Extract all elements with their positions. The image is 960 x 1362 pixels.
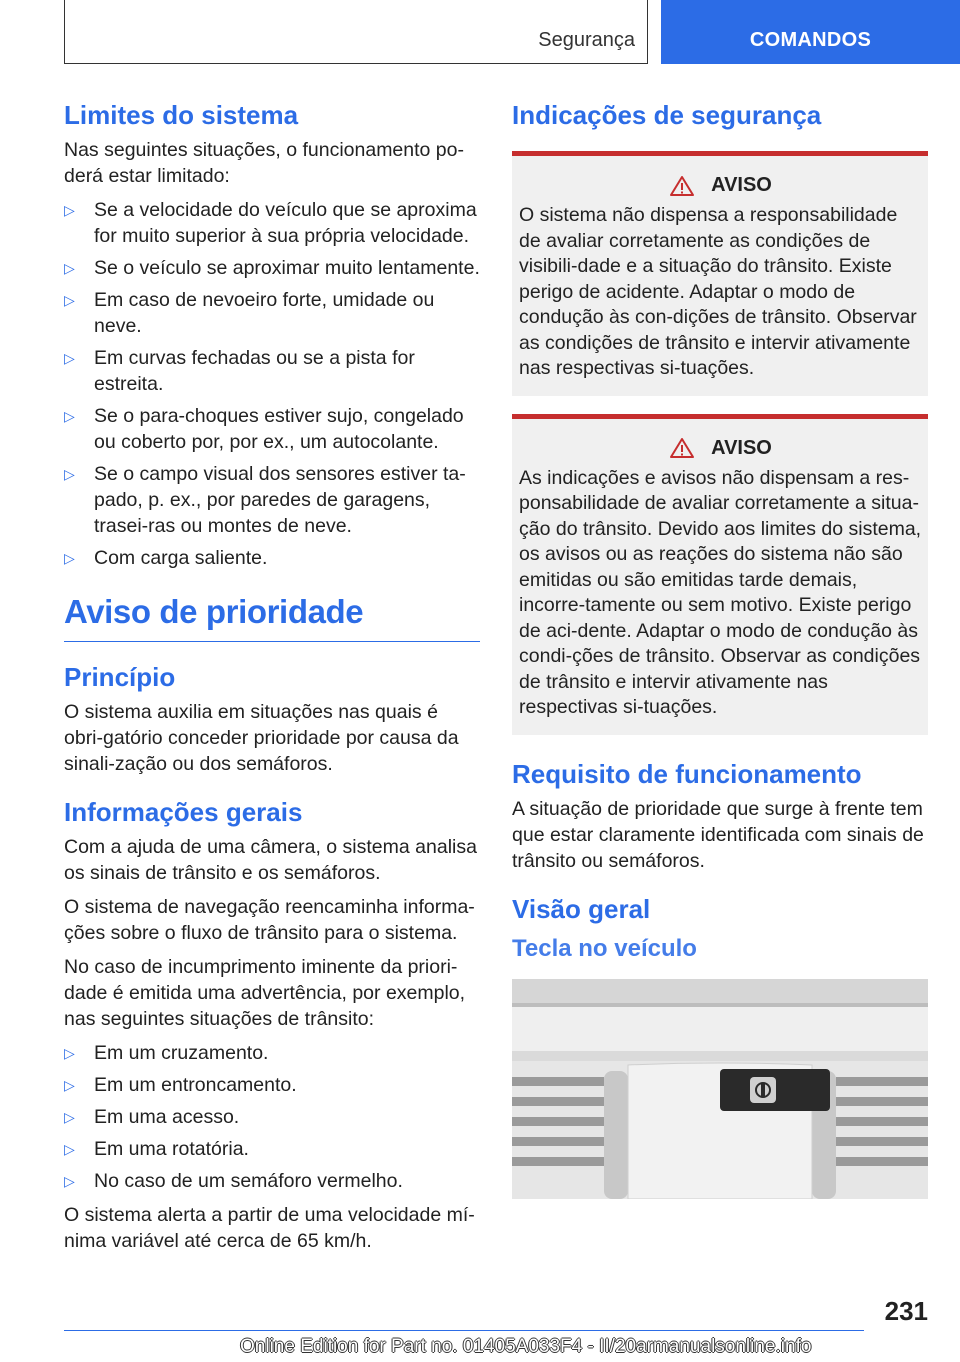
warning-triangle-icon	[669, 175, 695, 197]
situations-list	[64, 1040, 480, 1194]
list-item: ▷ Em uma acesso.	[64, 1106, 240, 1128]
list-item: ▷ Se o veículo se aproximar muito lentamente.	[64, 257, 480, 279]
footer-rule	[64, 1330, 864, 1331]
triangle-bullet-icon: ▷	[64, 350, 75, 366]
vehicle-button-photo	[512, 979, 928, 1199]
header-chapter-tab[interactable]: COMANDOS	[661, 0, 960, 64]
warning-triangle-icon	[669, 437, 695, 459]
warning-header	[519, 437, 922, 460]
triangle-bullet-icon: ▷	[64, 1173, 75, 1189]
left-column	[64, 100, 480, 1262]
triangle-bullet-icon: ▷	[64, 1045, 75, 1061]
footer-watermark: armanualsonline.info	[636, 1336, 812, 1357]
triangle-bullet-icon: ▷	[64, 408, 75, 424]
page-number: 231	[884, 1296, 928, 1326]
triangle-bullet-icon: ▷	[64, 1109, 75, 1125]
general-info-heading: Informações gerais	[64, 797, 303, 827]
footer-edition-text: Online Edition for Part no. 01405A033F4 - II/20armanualsonline.info	[240, 1336, 812, 1357]
list-item: ▷ Em caso de nevoeiro forte, umidade ou neve.	[64, 289, 435, 337]
limits-intro: Nas seguintes situações, o funcionamento po-derá estar limitado:	[64, 139, 464, 187]
general-paragraph: Com a ajuda de uma câmera, o sistema analisa os sinais de trânsito e os semáforos.	[64, 836, 477, 884]
limits-heading: Limites do sistema	[64, 100, 299, 130]
warning-text: As indicações e avisos não dispensam a res-ponsabilidade de avaliar corretamente a situa-ção do trânsito. Devido aos limites do sistema, os avisos ou as reações do sistema não são emitidas ou são emitidas tarde demais, incorre-tamente ou sem motivo. Existe perigo de aci-dente. Adaptar o modo de condução às condi-ções de trânsito. Observar as condições de trânsito e intervir ativamente nas respectivas si-tuações.	[519, 466, 922, 718]
priority-heading: Aviso de prioridade	[64, 593, 364, 630]
list-item: ▷ Em um entroncamento.	[64, 1074, 297, 1096]
warning-label: AVISO	[711, 174, 772, 196]
triangle-bullet-icon: ▷	[64, 1077, 75, 1093]
warning-text: O sistema não dispensa a responsabilidade de avaliar corretamente as condições de visibili-dade e a situação do trânsito. Existe perigo de acidente. Adaptar o modo de condução às con-dições de trânsito. Observar as condições de trânsito e intervir ativamente nas respectivas si-tuações.	[519, 204, 917, 379]
general-paragraph: O sistema de navegação reencaminha informa-ções sobre o fluxo de trânsito para o sistema.	[64, 896, 475, 944]
warning-header	[519, 174, 922, 197]
header-section-title: Segurança	[64, 0, 648, 64]
list-item: ▷ Se o para-choques estiver sujo, congelado ou coberto por, por ex., um autocolante.	[64, 405, 464, 453]
warning-box	[512, 151, 928, 396]
list-item: ▷ Se o campo visual dos sensores estiver ta-pado, p. ex., por paredes de garagens, trasei-ras ou montes de neve.	[64, 463, 466, 537]
warning-label: AVISO	[711, 436, 772, 459]
right-column	[512, 100, 928, 1204]
list-item: ▷ Se a velocidade do veículo que se aproxima for muito superior à sua própria velocidade.	[64, 199, 477, 247]
principle-text: O sistema auxilia em situações nas quais é obri-gatório conceder prioridade por causa da sinali-zação ou dos semáforos.	[64, 701, 459, 775]
list-item: ▷ Com carga saliente.	[64, 547, 268, 569]
warning-box	[512, 414, 928, 735]
overview-heading: Visão geral	[512, 893, 651, 924]
general-paragraph: No caso de incumprimento iminente da priori-dade é emitida uma advertência, por exemplo, nas seguintes situações de trânsito:	[64, 956, 466, 1030]
principle-heading: Princípio	[64, 662, 176, 692]
list-item: ▷ Em um cruzamento.	[64, 1042, 269, 1064]
general-paragraph: O sistema alerta a partir de uma velocidade mí-nima variável até cerca de 65 km/h.	[64, 1204, 475, 1252]
triangle-bullet-icon: ▷	[64, 550, 75, 566]
triangle-bullet-icon: ▷	[64, 466, 75, 482]
list-item: ▷ No caso de um semáforo vermelho.	[64, 1170, 403, 1192]
triangle-bullet-icon: ▷	[64, 202, 75, 218]
heading-rule	[64, 641, 480, 642]
requirement-heading: Requisito de funcionamento	[512, 758, 862, 789]
safety-heading: Indicações de segurança	[512, 100, 822, 130]
triangle-bullet-icon: ▷	[64, 292, 75, 308]
triangle-bullet-icon: ▷	[64, 1141, 75, 1157]
triangle-bullet-icon: ▷	[64, 260, 75, 276]
requirement-text: A situação de prioridade que surge à frente tem que estar claramente identificada com sinais de trânsito ou semáforos.	[512, 797, 924, 872]
list-item: ▷ Em curvas fechadas ou se a pista for estreita.	[64, 347, 415, 395]
list-item: ▷ Em uma rotatória.	[64, 1138, 249, 1160]
limits-list	[64, 197, 480, 571]
button-subheading: Tecla no veículo	[512, 934, 697, 962]
